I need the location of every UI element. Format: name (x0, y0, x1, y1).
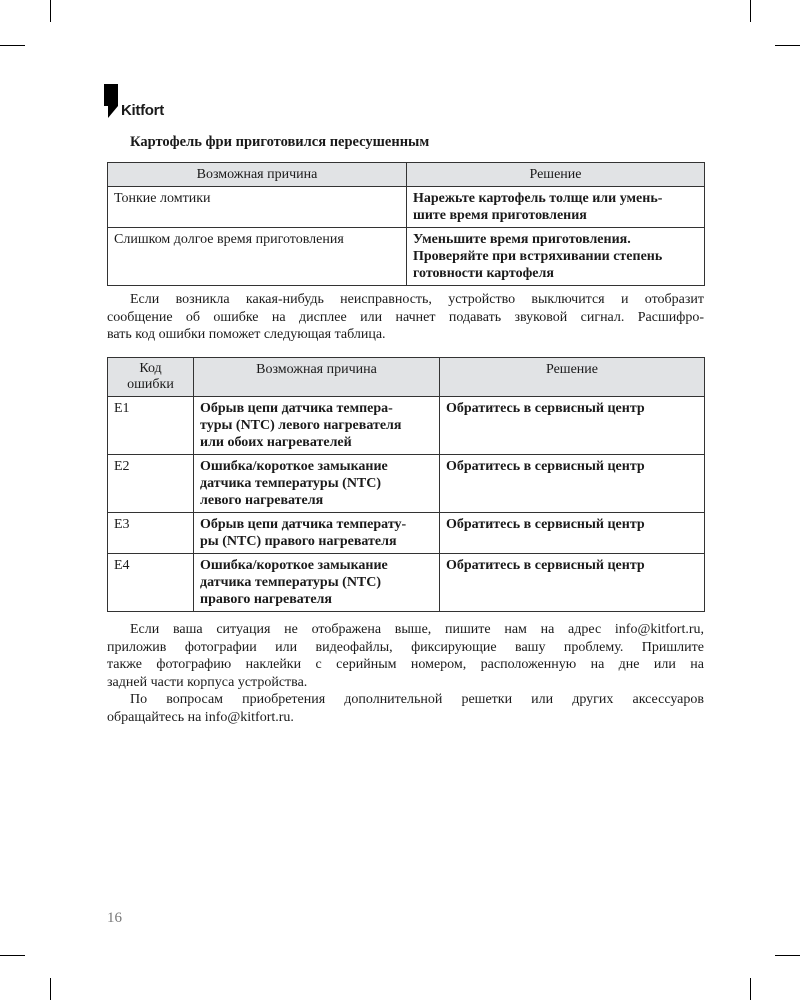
crop-mark (775, 45, 800, 46)
crop-mark (750, 0, 751, 22)
text-line: Если ваша ситуация не отображена выше, пишите нам на адрес info@kitfort.ru, (130, 622, 704, 637)
text-line: Нарежьте картофель толще или умень- (413, 191, 663, 206)
error-code-table (107, 357, 705, 612)
section-title: Картофель фри приготовился пересушенным (130, 134, 430, 150)
text-line: Ошибка/короткое замыкание (200, 459, 388, 474)
text-line: Проверяйте при встряхивании степень (413, 249, 663, 264)
text-line: задней части корпуса устройства. (107, 674, 308, 690)
table-row (108, 187, 705, 228)
text-line: левого нагревателя (200, 493, 324, 508)
column-header: Возможная причина (194, 358, 440, 397)
crop-mark (50, 978, 51, 1000)
text-line: По вопросам приобретения дополнительной решетки или других аксессуаров (130, 692, 704, 707)
column-header: Решение (407, 163, 705, 187)
cause-cell (194, 397, 440, 455)
column-header: Возможная причина (108, 163, 407, 187)
paragraph-error-intro (107, 291, 704, 344)
table-row (108, 513, 705, 554)
page-number: 16 (107, 910, 122, 926)
text-line: вать код ошибки поможет следующая таблица. (107, 327, 386, 342)
code-cell: E3 (108, 513, 194, 554)
solution-cell: Обратитесь в сервисный центр (440, 455, 705, 513)
troubleshooting-table (107, 162, 705, 286)
text-line: датчика температуры (NTC) (200, 575, 382, 590)
text-line: также фотографию наклейки с серийным номером, расположенную на дне или на (107, 657, 704, 672)
text-line: ры (NTC) правого нагревателя (200, 534, 397, 549)
crop-mark (750, 978, 751, 1000)
text-line: шите время приготовления (413, 208, 587, 223)
table-row (108, 455, 705, 513)
code-cell: E1 (108, 397, 194, 455)
logo-mark-icon (104, 84, 118, 118)
text-line: обращайтесь на info@kitfort.ru. (107, 709, 294, 725)
code-cell: E2 (108, 455, 194, 513)
table-row (108, 397, 705, 455)
cause-cell (194, 513, 440, 554)
text-line: Обрыв цепи датчика температу- (200, 517, 407, 532)
cause-cell (194, 455, 440, 513)
text-line: или обоих нагревателей (200, 435, 352, 450)
text-line: приложив фотографии или видеофайлы, фиксирующие вашу проблему. Пришлите (107, 639, 704, 655)
cause-cell: Слишком долгое время приготовления (108, 228, 407, 286)
crop-mark (0, 45, 25, 46)
text-line: правого нагревателя (200, 592, 332, 607)
paragraph-contact (107, 621, 704, 726)
code-cell: E4 (108, 554, 194, 612)
column-header: Решение (440, 358, 705, 397)
column-header: Код ошибки (108, 358, 194, 397)
crop-mark (0, 955, 25, 956)
solution-cell: Обратитесь в сервисный центр (440, 554, 705, 612)
solution-cell (407, 187, 705, 228)
text-line: Ошибка/короткое замыкание (200, 558, 388, 573)
text-line: сообщение об ошибке на дисплее или начнет подавать звуковой сигнал. Расшифро- (107, 309, 704, 325)
text-line: Уменьшите время приготовления. (413, 232, 631, 247)
text-line: Обрыв цепи датчика темпера- (200, 401, 393, 416)
text-line: туры (NTC) левого нагревателя (200, 418, 402, 433)
solution-cell (407, 228, 705, 286)
kitfort-logo (104, 84, 164, 118)
cause-cell: Тонкие ломтики (108, 187, 407, 228)
text-line: готовности картофеля (413, 266, 554, 281)
cause-cell (194, 554, 440, 612)
crop-mark (775, 955, 800, 956)
table-row (108, 554, 705, 612)
solution-cell: Обратитесь в сервисный центр (440, 513, 705, 554)
crop-mark (50, 0, 51, 22)
text-line: датчика температуры (NTC) (200, 476, 382, 491)
table-row (108, 228, 705, 286)
text-line: Если возникла какая-нибудь неисправность, устройство выключится и отобразит (130, 292, 704, 307)
logo-text: Kitfort (121, 102, 164, 119)
solution-cell: Обратитесь в сервисный центр (440, 397, 705, 455)
